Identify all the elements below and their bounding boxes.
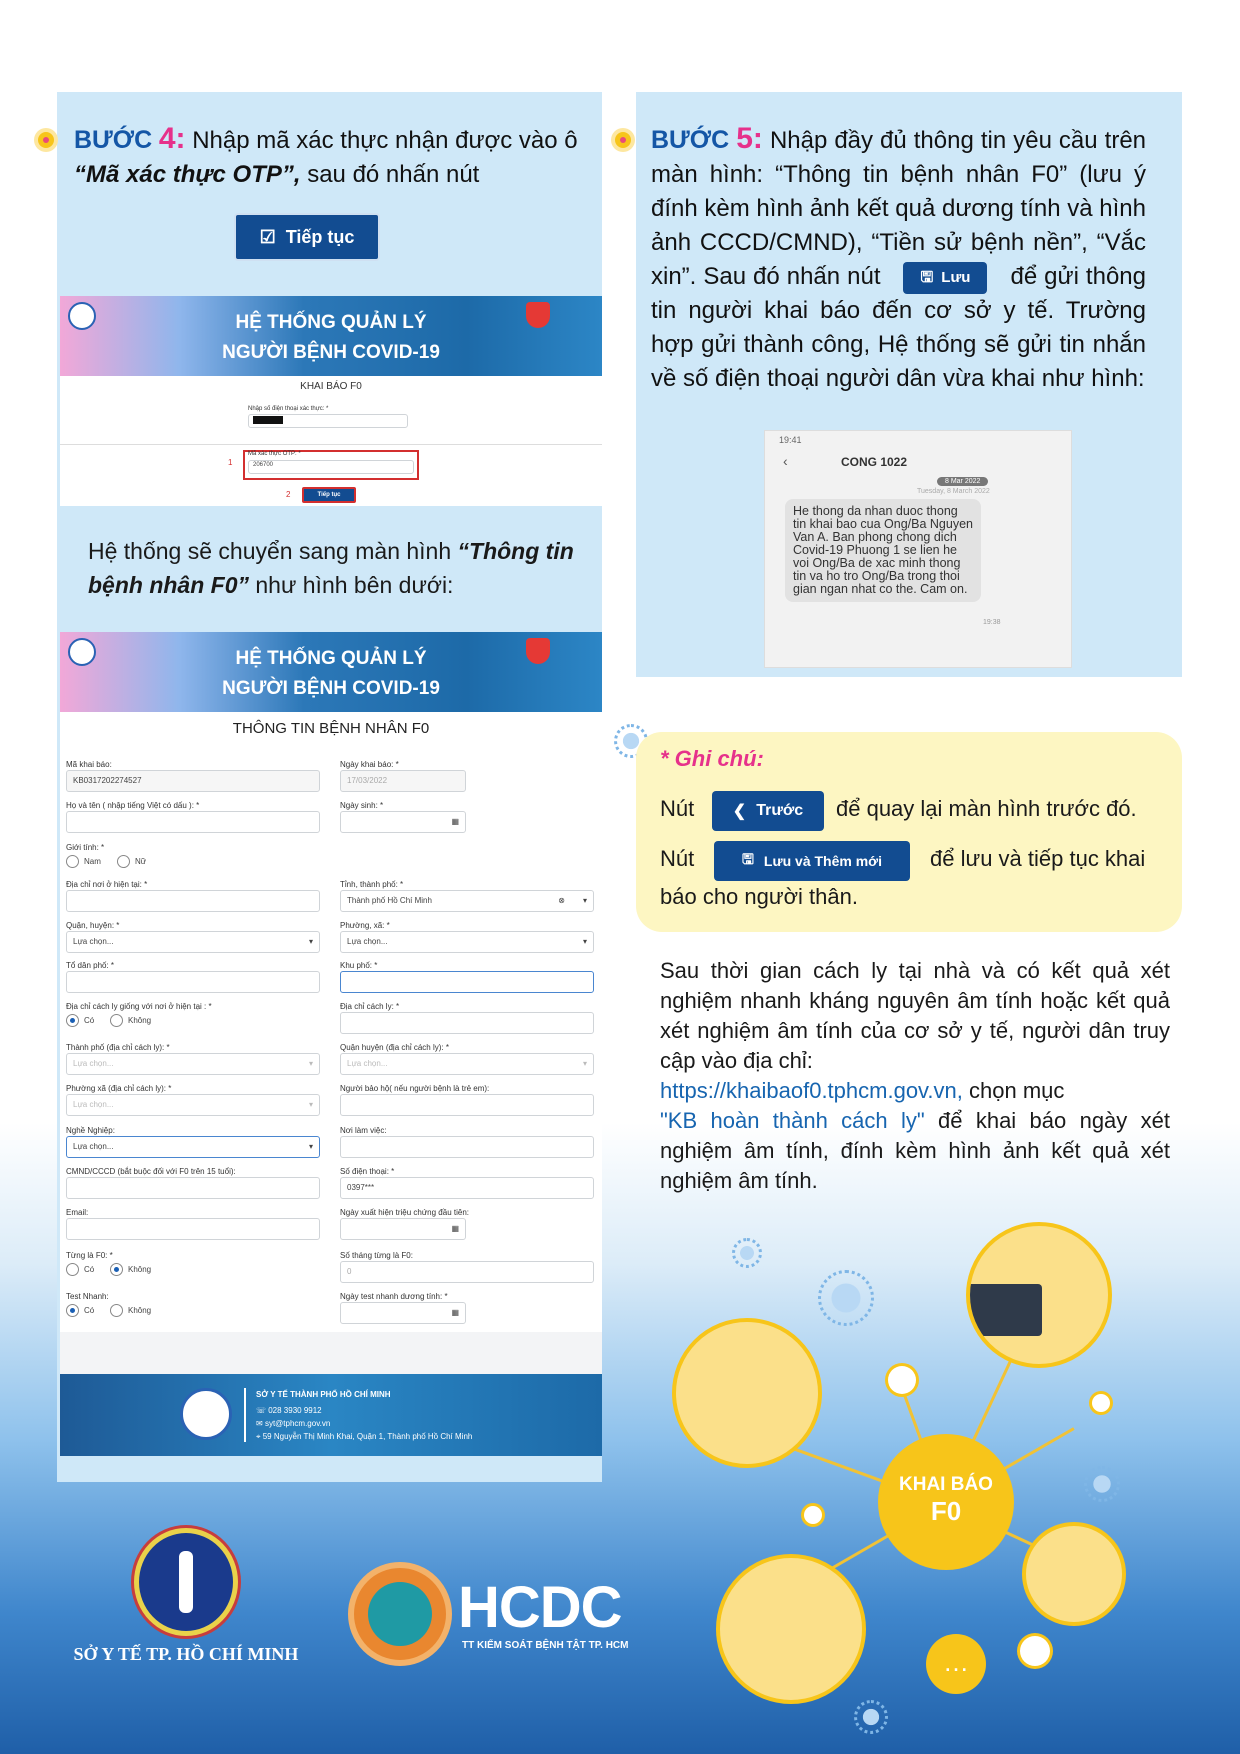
transition-text-2: như hình bên dưới: (255, 572, 454, 598)
footer-address-text: 59 Nguyễn Thị Minh Khai, Quận 1, Thành phố Hồ Chí Minh (262, 1432, 473, 1441)
sdt-label: Số điện thoại: * (340, 1167, 395, 1176)
transition-screen-name: “Thông tin bệnh nhân F0” (88, 538, 574, 598)
noi-lv-input[interactable] (340, 1136, 594, 1158)
phone-input[interactable] (248, 414, 408, 428)
footer-divider (244, 1388, 246, 1442)
quan-value: Lựa chọn... (73, 937, 114, 946)
chat-bubble-icon: … (926, 1634, 986, 1694)
tung-khong-label: Không (128, 1265, 152, 1274)
continue-button-small[interactable] (302, 487, 356, 503)
test-khong-label: Không (128, 1306, 152, 1315)
email-label: Email: (66, 1208, 89, 1217)
khu-label: Khu phố: * (340, 961, 378, 970)
tinh-label: Tỉnh, thành phố: * (340, 880, 404, 889)
step-number: 4: (158, 122, 186, 155)
dccl-input[interactable] (340, 1012, 594, 1034)
bullet-icon (615, 132, 631, 148)
tung-co-radio[interactable] (66, 1263, 79, 1276)
mail-icon: ✉ (256, 1419, 265, 1428)
cmnd-input[interactable] (66, 1177, 320, 1199)
nghe-value: Lựa chọn... (73, 1142, 114, 1151)
test-co-label: Có (84, 1306, 95, 1315)
tp-cl-select[interactable] (66, 1053, 320, 1075)
footer-org: SỞ Y TẾ THÀNH PHỐ HỒ CHÍ MINH (256, 1390, 391, 1399)
clear-icon[interactable]: ⊗ (558, 896, 565, 905)
people-icon (368, 1582, 432, 1646)
after-chon: chọn mục (969, 1078, 1065, 1103)
quan-label: Quận, huyện: * (66, 921, 120, 930)
banner2-title-2: NGƯỜI BỆNH COVID-19 (222, 678, 440, 699)
virus-icon (818, 1270, 874, 1326)
badge-line-2: F0 (930, 1496, 962, 1526)
khong-radio[interactable] (110, 1014, 123, 1027)
after-text: Sau thời gian cách ly tại nhà và có kết quả xét nghiệm nhanh kháng nguyên âm tính hoặc kết quả xét nghiệm âm tính của cơ sở y tế, người dân truy cập vào địa chỉ: (660, 958, 1170, 1073)
phuong-select[interactable] (340, 931, 594, 953)
form-footer (60, 1374, 602, 1456)
form-title: KHAI BÁO F0 (300, 381, 362, 392)
step4-instruction-2: sau đó nhấn nút (307, 161, 480, 188)
calendar-icon: ▦ (451, 1308, 459, 1317)
nghe-select[interactable] (66, 1136, 320, 1158)
divider (60, 444, 602, 445)
footer-phone-text: 028 3930 9912 (268, 1406, 322, 1415)
virus-icon (854, 1700, 888, 1734)
health-dept-logo (68, 302, 96, 330)
step5-text (651, 122, 1146, 396)
transition-text-1: Hệ thống sẽ chuyển sang màn hình (88, 538, 452, 564)
person-tablet-illustration (716, 1554, 866, 1704)
save-new-button[interactable] (714, 841, 910, 881)
otp-field-name: “Mã xác thực OTP”, (74, 161, 301, 188)
footer-email-text: syt@tphcm.gov.vn (264, 1419, 331, 1428)
save-button[interactable] (903, 262, 987, 294)
to-input[interactable] (66, 971, 320, 993)
form-bottom-spacer (60, 1332, 602, 1374)
phone-label: Nhập số điện thoại xác thực: * (248, 406, 329, 412)
marker-2: 2 (286, 490, 291, 499)
patient-info-screenshot (60, 632, 602, 1456)
giong-label: Địa chỉ cách ly giống với nơi ở hiện tại : * (66, 1002, 212, 1011)
gioi-tinh-label: Giới tính: * (66, 843, 105, 852)
footer-phone (256, 1406, 322, 1415)
px-cl-label: Phường xã (địa chỉ cách ly): * (66, 1084, 172, 1093)
email-input[interactable] (66, 1218, 320, 1240)
ngay-test-label: Ngày test nhanh dương tính: * (340, 1292, 448, 1301)
shield-logo (526, 302, 550, 328)
sms-bubble: He thong da nhan duoc thong tin khai bao cua Ong/Ba Nguyen Van A. Ban phong chong dich Covid-19 Phuong 1 se lien he voi Ong/Ba de xac minh thong tin va ho tro Ong/Ba trong thoi gian ngan nhat co the. Cam on. (785, 499, 981, 602)
network-node (1020, 1636, 1050, 1666)
shield-logo-2 (526, 638, 550, 664)
website-link[interactable]: https://khaibaof0.tphcm.gov.vn, (660, 1078, 963, 1103)
bao-ho-input[interactable] (340, 1094, 594, 1116)
ngay-test-input[interactable] (340, 1302, 466, 1324)
tinh-select[interactable] (340, 890, 594, 912)
step5-label: BƯỚC (651, 126, 730, 154)
chevron-down-icon: ▾ (308, 937, 313, 946)
tung-khong-radio[interactable] (110, 1263, 123, 1276)
sms-time: 19:38 (983, 619, 1001, 626)
footer-email (256, 1419, 330, 1428)
trieu-chung-label: Ngày xuất hiện triệu chứng đầu tiên: (340, 1208, 469, 1217)
syt-caption: SỞ Y TẾ TP. HỒ CHÍ MINH (73, 1644, 299, 1664)
chevron-left-icon: ❮ (732, 803, 747, 820)
khu-input[interactable] (340, 971, 594, 993)
back-button[interactable] (712, 791, 824, 831)
back-button-label: Trước (756, 802, 804, 819)
note-nut-2: Nút (660, 846, 695, 871)
chevron-down-icon: ▾ (582, 937, 587, 946)
so-thang-input[interactable]: 0 (340, 1261, 594, 1283)
footer-address (256, 1432, 472, 1442)
khai-bao-badge (878, 1434, 1014, 1570)
calendar-icon: ▦ (451, 1224, 459, 1233)
after-isolation-text (660, 956, 1170, 1196)
health-dept-logo-2 (68, 638, 96, 666)
nghe-label: Nghề Nghiệp: (66, 1126, 115, 1135)
after-rest: để khai báo ngày xét nghiệm âm tính, đính kèm hình ảnh kết quả xét nghiệm âm tính. (660, 1108, 1170, 1193)
floppy-icon: 🖫 (920, 268, 934, 286)
tung-co-label: Có (84, 1265, 95, 1274)
banner-title-2: NGƯỜI BỆNH COVID-19 (222, 342, 440, 363)
network-node (804, 1506, 822, 1524)
tung-f0-label: Từng là F0: * (66, 1251, 113, 1260)
sdt-input[interactable]: 0397*** (340, 1177, 594, 1199)
step4-text (74, 122, 594, 192)
otp-label: Mã xác thực OTP: * (248, 451, 301, 457)
sms-screenshot (764, 430, 1072, 668)
floppy-icon: 🖫 (741, 851, 754, 867)
chevron-down-icon: ▾ (582, 1059, 587, 1068)
otp-input[interactable]: 206700 (248, 460, 414, 474)
px-cl-select[interactable] (66, 1094, 320, 1116)
px-cl-value: Lựa chọn... (73, 1100, 114, 1109)
note-back-text: để quay lại màn hình trước đó. (836, 796, 1137, 821)
step5-instruction: Nhập đầy đủ thông tin yêu cầu trên màn hình: “Thông tin bệnh nhân F0” (lưu ý đính kèm hình ảnh kết quả dương tính và hình ảnh CCCD/CMND), “Tiền sử bệnh nền”, “Vắc xin”. Sau đó nhấn nút (651, 127, 1147, 290)
nam-label: Nam (84, 857, 101, 866)
note-save-new-text: để lưu và tiếp tục khai (930, 846, 1146, 871)
khong-label: Không (128, 1016, 152, 1025)
ten-label: Họ và tên ( nhập tiếng Việt có dấu ): * (66, 801, 200, 810)
banner2-title-1: HỆ THỐNG QUẢN LÝ (235, 648, 427, 669)
quan-select[interactable] (66, 931, 320, 953)
redacted-block (253, 416, 283, 424)
co-radio[interactable] (66, 1014, 79, 1027)
ngay-sinh-label: Ngày sinh: * (340, 801, 384, 810)
nu-label: Nữ (135, 857, 147, 866)
banner-title-1: HỆ THỐNG QUẢN LÝ (235, 312, 427, 333)
so-thang-label: Số tháng từng là F0: (340, 1251, 413, 1260)
qh-cl-value: Lựa chọn... (347, 1059, 388, 1068)
qh-cl-label: Quận huyện (địa chỉ cách ly): * (340, 1043, 449, 1052)
sms-sub-date: Tuesday, 8 March 2022 (917, 488, 990, 495)
location-icon: ⌖ (256, 1432, 263, 1441)
step5-instruction-2: để gửi thông tin người khai báo đến cơ sở y tế. Trường hợp gửi thành công, Hệ thống sẽ gửi tin nhắn về số điện thoại người dân vừa khai như hình: (651, 263, 1146, 392)
person-laptop-illustration (966, 1222, 1112, 1368)
calendar-icon: ▦ (451, 817, 459, 826)
test-khong-radio[interactable] (110, 1304, 123, 1317)
kb-menu-item: "KB hoàn thành cách ly" (660, 1108, 925, 1133)
cmnd-label: CMND/CCCD (bắt buộc đối với F0 trên 15 tuổi): (66, 1167, 236, 1176)
co-label: Có (84, 1016, 95, 1025)
chevron-down-icon: ▾ (308, 1100, 313, 1109)
bao-ho-label: Người bảo hộ( nếu người bệnh là trẻ em): (340, 1084, 490, 1093)
phone-icon: ☏ (256, 1406, 269, 1415)
test-label: Test Nhanh: (66, 1292, 109, 1301)
status-time: 19:41 (779, 435, 802, 445)
qh-cl-select[interactable] (340, 1053, 594, 1075)
phuong-value: Lựa chọn... (347, 937, 388, 946)
transition-text (88, 534, 588, 602)
dia-chi-label: Địa chỉ nơi ở hiện tại: * (66, 880, 148, 889)
continue-button[interactable] (234, 213, 380, 261)
dccl-label: Địa chỉ cách ly: * (340, 1002, 400, 1011)
ma-label: Mã khai báo: (66, 760, 112, 769)
sms-date-pill: 8 Mar 2022 (937, 477, 988, 486)
to-label: Tổ dân phố: * (66, 961, 115, 970)
note-title: * Ghi chú: (660, 746, 764, 771)
chevron-down-icon: ▾ (582, 896, 587, 905)
hcdc-subtitle: TT KIỂM SOÁT BỆNH TẬT TP. HCM (462, 1640, 629, 1651)
ngay-kb-input[interactable]: 17/03/2022 (340, 770, 466, 792)
ngay-kb-label: Ngày khai báo: * (340, 760, 399, 769)
tinh-value: Thành phố Hồ Chí Minh (347, 896, 432, 905)
note-save-new-text-2: báo cho người thân. (660, 884, 858, 909)
person-phone-illustration (672, 1318, 822, 1468)
check-icon: ☑ (259, 226, 276, 247)
system-banner-2 (60, 632, 602, 712)
save-button-label: Lưu (941, 268, 971, 286)
phuong-label: Phường, xã: * (340, 921, 390, 930)
trieu-chung-input[interactable] (340, 1218, 466, 1240)
network-node (888, 1366, 916, 1394)
ten-input[interactable] (66, 811, 320, 833)
step-label: BƯỚC (74, 126, 153, 154)
badge-line-1: KHAI BÁO (899, 1474, 993, 1495)
ngay-sinh-input[interactable] (340, 811, 466, 833)
continue-button-small-label: Tiếp tục (317, 492, 341, 498)
nu-radio[interactable] (117, 855, 130, 868)
step5-number: 5: (736, 122, 763, 155)
footer-logo (180, 1388, 232, 1440)
virus-icon (1084, 1466, 1120, 1502)
system-banner (60, 296, 602, 376)
back-icon[interactable]: ‹ (783, 453, 788, 469)
hcdc-wordmark: HCDC (458, 1575, 622, 1640)
laptop-icon (966, 1284, 1042, 1336)
otp-screenshot (60, 296, 602, 506)
ma-input[interactable]: KB0317202274527 (66, 770, 320, 792)
step4-instruction: Nhập mã xác thực nhận được vào ô (192, 127, 578, 154)
person-glasses-illustration (1022, 1522, 1126, 1626)
dia-chi-input[interactable] (66, 890, 320, 912)
nam-radio[interactable] (66, 855, 79, 868)
save-new-button-label: Lưu và Thêm mới (763, 853, 883, 869)
hcdc-logo (348, 1562, 452, 1666)
marker-1: 1 (228, 458, 233, 467)
chevron-down-icon: ▾ (308, 1059, 313, 1068)
continue-button-label: Tiếp tục (285, 226, 355, 247)
caduceus-icon (179, 1551, 193, 1613)
network-node (1092, 1394, 1110, 1412)
form2-title: THÔNG TIN BỆNH NHÂN F0 (232, 720, 430, 737)
bullet-icon (38, 132, 54, 148)
syt-logo (134, 1528, 238, 1636)
note-nut-1: Nút (660, 796, 695, 821)
test-co-radio[interactable] (66, 1304, 79, 1317)
chevron-down-icon: ▾ (308, 1142, 313, 1151)
noi-lv-label: Nơi làm việc: (340, 1126, 387, 1135)
sms-sender: CONG 1022 (841, 455, 908, 469)
virus-icon (732, 1238, 762, 1268)
tp-cl-value: Lựa chọn... (73, 1059, 114, 1068)
tp-cl-label: Thành phố (địa chỉ cách ly): * (66, 1043, 170, 1052)
